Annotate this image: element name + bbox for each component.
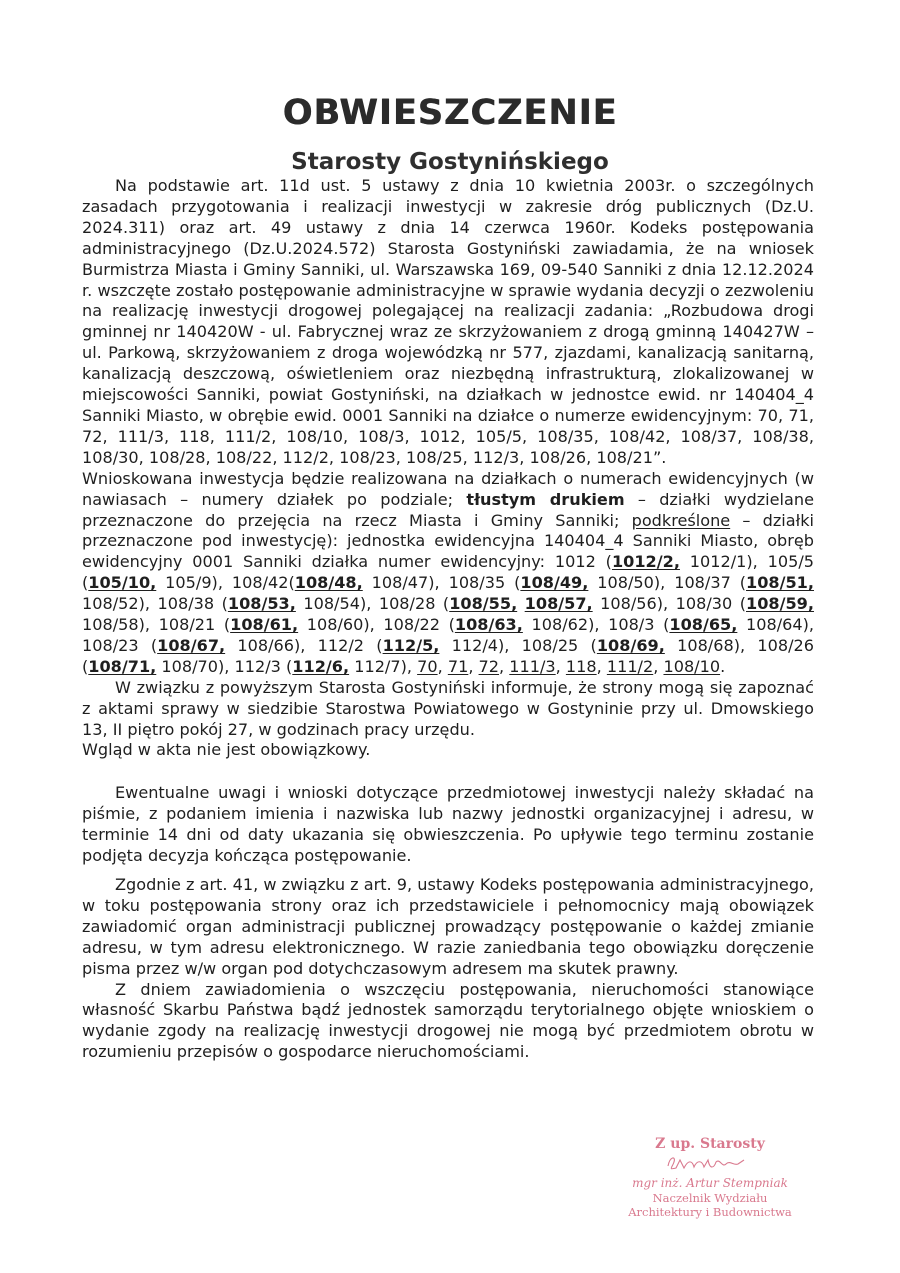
paragraph-parcels (82, 469, 814, 678)
parcel-new: 108/71, (88, 656, 157, 676)
parcel-new: 108/48, (294, 573, 363, 593)
parcel-new: 108/59, (746, 594, 814, 614)
signature-position: Naczelnik Wydziału (652, 1191, 768, 1205)
parcel-new: 108/61, (230, 615, 299, 635)
parcel-new: 108/53, (227, 594, 296, 614)
document-title: OBWIESZCZENIE (282, 93, 618, 134)
parcels-text: , (437, 656, 448, 676)
parcel-investment: 108/10 (663, 656, 721, 676)
parcels-text: , (596, 656, 607, 676)
parcels-text: 108/64), 108/23 ( (82, 615, 814, 655)
parcels-text: . (720, 656, 726, 676)
parcel-new: 108/67, (157, 635, 226, 655)
parcels-text: 108/52), 108/38 ( (82, 594, 228, 614)
parcels-text: , (653, 656, 664, 676)
parcels-text: 108/60), 108/22 ( (298, 615, 455, 635)
parcels-text: 108/50), 108/37 ( (588, 573, 747, 593)
parcels-text (517, 594, 524, 613)
signature-department: Architektury i Budownictwa (628, 1205, 792, 1219)
parcel-investment: 118 (565, 656, 597, 676)
paragraph-legal-basis: Na podstawie art. 11d ust. 5 ustawy z dnia 10 kwietnia 2003r. o szczególnych zasadach przygotowania i realizacji inwestycji w zakresie dróg publicznych (Dz.U. 2024.311) oraz art. 49 ustawy z dnia 14 czerwca 1960r. Kodeks postępowania administracyjnego (Dz.U.2024.572) Starosta Gostyniński zawiadamia, że na wniosek Burmistrza Miasta i Gminy Sanniki, ul. Warszawska 169, 09-540 Sanniki z dnia 12.12.2024 r. wszczęte zostało postępowanie administracyjne w sprawie wydania decyzji o zezwoleniu na realizację inwestycji drogowej polegającej na realizacji zadania: „Rozbudowa drogi gminnej nr 140420W - ul. Fabrycznej wraz ze skrzyżowaniem z drogą gminną 140427W – ul. Parkową, skrzyżowaniem z droga wojewódzką nr 577, zjazdami, kanalizacją sanitarną, kanalizacją deszczową, oświetleniem oraz niezbędną infrastrukturą, zlokalizowanej w miejscowości Sanniki, powiat Gostyniński, na działkach w jednostce ewid. nr 140404_4 Sanniki Miasto, w obrębie ewid. 0001 Sanniki na działce o numerze ewidencyjnym: 70, 71, 72, 111/3, 118, 111/2, 108/10, 108/3, 1012, 105/5, 108/35, 108/42, 108/37, 108/38, 108/30, 108/28, 108/22, 112/2, 108/23, 108/25, 112/3, 108/26, 108/21”. (82, 176, 814, 467)
paragraph-address-change: Zgodnie z art. 41, w związku z art. 9, ustawy Kodeks postępowania administracyjnego, w toku postępowania strony oraz ich przedstawiciele i pełnomocnicy mają obowiązek zawiadomić organ administracji publicznej prowadzący postępowanie o każdej zmianie adresu, w tym adresu elektronicznego. W razie zaniedbania tego obowiązku doręczenie pisma przez w/w organ pod dotychczasowym adresem ma skutek prawny. (82, 875, 814, 978)
parcels-text: – działki wydzielane przeznaczone do przejęcia na rzecz Miasta i Gminy Sanniki; (82, 489, 814, 530)
parcels-text: Wnioskowana inwestycja będzie realizowana na działkach o numerach ewidencyjnych (w nawiasach – numery działek po podziale; (82, 468, 814, 509)
parcel-new: 108/57, (524, 594, 593, 614)
parcels-text: – działki przeznaczone pod inwestycję): jednostka ewidencyjna 140404_4 Sanniki Miasto, obręb ewidencyjny 0001 Sanniki działka numer ewidencyjny: 1012 ( (82, 510, 814, 572)
parcel-new: 108/51, (746, 573, 814, 593)
handwritten-signature (610, 1152, 810, 1172)
parcels-text: 108/54), 108/28 ( (295, 594, 450, 614)
parcel-new: 105/10, (88, 573, 157, 593)
parcels-text: 112/4), 108/25 ( (439, 635, 597, 655)
parcel-investment: 111/3 (509, 656, 556, 676)
parcel-new: 108/55, (449, 594, 518, 614)
paragraph-inspection-note: Wgląd w akta nie jest obowiązkowy. (82, 740, 371, 760)
parcel-new: 108/65, (669, 615, 738, 635)
parcels-text: 108/58), 108/21 ( (82, 615, 231, 635)
paragraph-comments: Ewentualne uwagi i wnioski dotyczące przedmiotowej inwestycji należy składać na piśmie, z podaniem imienia i nazwiska lub nazwy jednostki organizacyjnej i adresu, w terminie 14 dni od daty ukazania się obwieszczenia. Po upływie tego terminu zostanie podjęta decyzja kończąca postępowanie. (82, 783, 814, 866)
underline-legend-label: podkreślone (631, 510, 731, 530)
parcels-text: 105/9), 108/42( (156, 573, 295, 593)
parcels-text: 108/66), 112/2 ( (225, 635, 383, 655)
parcels-text: , (555, 656, 566, 676)
parcels-text: 108/68), 108/26 ( (82, 635, 814, 676)
paragraph-case-files: W związku z powyższym Starosta Gostyniński informuje, że strony mogą się zapoznać z aktami sprawy w siedzibie Starostwa Powiatowego w Gostyninie przy ul. Dmowskiego 13, II piętro pokój 27, w godzinach pracy urzędu. (82, 677, 814, 739)
parcel-investment: 72 (478, 656, 500, 676)
signature-stamp (610, 1136, 810, 1219)
parcels-text: 1012/1), 105/5 ( (82, 552, 815, 593)
parcel-investment: 71 (447, 656, 469, 676)
parcels-text: 108/47), 108/35 ( (362, 573, 521, 593)
document-subtitle: Starosty Gostynińskiego (291, 149, 609, 176)
signature-authorization: Z up. Starosty (655, 1136, 765, 1152)
parcel-new: 108/49, (520, 573, 589, 593)
parcels-text: 108/62), 108/3 ( (522, 615, 670, 635)
parcels-text: , (468, 656, 479, 676)
parcels-text: , (499, 656, 510, 676)
signature-name: mgr inż. Artur Stempniak (632, 1176, 788, 1190)
parcel-investment: 111/2 (606, 656, 654, 676)
parcel-new: 108/63, (454, 615, 523, 635)
bold-legend-label: tłustym drukiem (466, 489, 625, 509)
parcels-text: 112/7), (349, 656, 418, 676)
parcel-new: 1012/2, (611, 552, 680, 572)
document-body (82, 176, 814, 1063)
parcel-new: 108/69, (596, 635, 665, 655)
parcel-new: 112/6, (292, 656, 350, 676)
parcel-investment: 70 (417, 656, 438, 676)
parcels-text: 108/56), 108/30 ( (592, 594, 746, 614)
parcel-new: 112/5, (382, 635, 440, 655)
parcels-text: 108/70), 112/3 ( (156, 656, 293, 676)
paragraph-property-restriction: Z dniem zawiadomienia o wszczęciu postępowania, nieruchomości stanowiące własność Skarbu Państwa bądź jednostek samorządu terytorialnego objęte wnioskiem o wydanie zgody na realizację inwestycji drogowej nie mogą być przedmiotem obrotu w rozumieniu przepisów o gospodarce nieruchomościami. (82, 979, 814, 1062)
